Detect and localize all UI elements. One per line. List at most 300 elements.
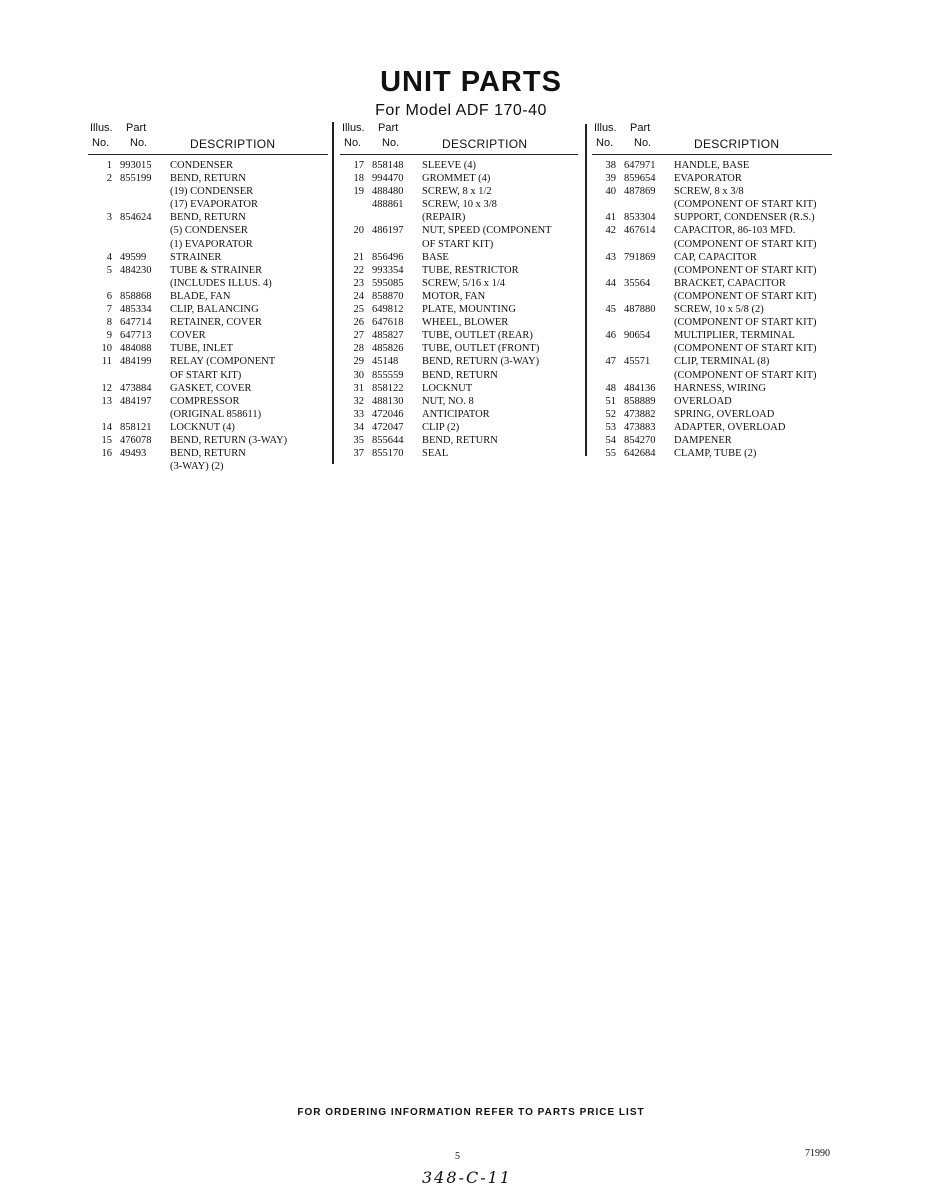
part-number: 858889	[624, 395, 656, 407]
header-part-no: No.	[130, 137, 148, 149]
illus-number: 55	[605, 448, 616, 460]
illus-number	[340, 238, 372, 251]
illus-number: 35	[353, 434, 364, 446]
part-description: (19) CONDENSER	[170, 186, 254, 198]
illus-number: 4	[106, 251, 112, 263]
illus-number: 22	[353, 264, 364, 276]
illus-number: 15	[101, 434, 112, 446]
illus-number: 14	[101, 421, 112, 433]
part-description: SCREW, 8 x 3/8	[674, 186, 744, 198]
part-number: 487869	[624, 186, 656, 198]
illus-number: 13	[101, 395, 112, 407]
header-illus-no: No.	[92, 137, 110, 149]
part-number: 484230	[120, 264, 152, 276]
table-row	[592, 303, 832, 316]
header-part: Part	[126, 122, 147, 134]
table-row	[340, 421, 578, 434]
illus-number: 38	[605, 160, 616, 171]
parts-list	[592, 155, 832, 460]
illus-number: 29	[353, 356, 364, 368]
illus-number: 31	[353, 382, 364, 394]
table-row	[340, 434, 578, 447]
table-row	[88, 159, 328, 172]
part-description: GROMMET (4)	[422, 173, 491, 185]
table-row	[592, 238, 832, 251]
illus-number: 24	[353, 290, 364, 302]
illus-number: 18	[353, 173, 364, 185]
part-description: SCREW, 5/16 x 1/4	[422, 277, 506, 289]
illus-number: 45	[605, 304, 616, 316]
table-row	[340, 264, 578, 277]
part-description: COMPRESSOR	[170, 395, 240, 407]
parts-list	[88, 155, 328, 473]
part-number: 855199	[120, 173, 152, 185]
table-row	[592, 342, 832, 355]
table-row	[340, 382, 578, 395]
illus-number: 3	[106, 212, 112, 224]
table-row	[88, 408, 328, 421]
part-description: SCREW, 8 x 1/2	[422, 186, 492, 198]
part-description: ADAPTER, OVERLOAD	[674, 421, 786, 433]
part-number	[120, 408, 170, 421]
illus-number	[88, 408, 120, 421]
illus-number	[88, 198, 120, 211]
illus-number: 8	[106, 317, 112, 329]
part-number: 647618	[372, 317, 404, 329]
part-number: 858121	[120, 421, 152, 433]
part-description: CLIP, TERMINAL (8)	[674, 356, 770, 368]
part-number: 35564	[624, 277, 651, 289]
table-row	[340, 369, 578, 382]
part-number: 855644	[372, 434, 404, 446]
table-row	[88, 342, 328, 355]
part-number: 993015	[120, 160, 152, 171]
part-description: BLADE, FAN	[170, 290, 231, 302]
part-description: BEND, RETURN	[422, 369, 498, 381]
illus-number: 40	[605, 186, 616, 198]
header-illus: Illus.	[594, 122, 617, 134]
table-row	[340, 303, 578, 316]
part-description: BEND, RETURN	[170, 173, 246, 185]
part-description: TUBE, RESTRICTOR	[422, 264, 519, 276]
illus-number: 44	[605, 277, 616, 289]
table-row	[88, 224, 328, 237]
part-number	[120, 185, 170, 198]
part-number	[624, 264, 674, 277]
table-row	[340, 342, 578, 355]
part-description: (COMPONENT OF START KIT)	[674, 290, 817, 302]
part-description: (COMPONENT OF START KIT)	[674, 199, 817, 211]
table-row	[88, 460, 328, 473]
part-number: 473883	[624, 421, 656, 433]
part-description: GASKET, COVER	[170, 382, 252, 394]
part-number: 791869	[624, 251, 656, 263]
part-description: LOCKNUT (4)	[170, 421, 235, 433]
illus-number: 52	[605, 408, 616, 420]
illus-number: 26	[353, 317, 364, 329]
table-row	[88, 264, 328, 277]
illus-number: 9	[106, 330, 112, 342]
part-description: (COMPONENT OF START KIT)	[674, 264, 817, 276]
part-number: 473884	[120, 382, 152, 394]
part-number	[624, 290, 674, 303]
table-row	[88, 238, 328, 251]
table-row	[340, 198, 578, 211]
part-number: 484088	[120, 343, 152, 355]
part-description: LOCKNUT	[422, 382, 473, 394]
table-row	[340, 224, 578, 237]
part-number: 647714	[120, 317, 152, 329]
part-description: (3-WAY) (2)	[170, 461, 224, 473]
part-description: (COMPONENT OF START KIT)	[674, 343, 817, 355]
part-number: 994470	[372, 173, 404, 185]
illus-number	[592, 316, 624, 329]
table-row	[340, 447, 578, 460]
illus-number: 10	[101, 343, 112, 355]
table-row	[340, 277, 578, 290]
illus-number: 51	[605, 395, 616, 407]
part-number: 476078	[120, 434, 152, 446]
part-description: BRACKET, CAPACITOR	[674, 277, 786, 289]
part-description: OVERLOAD	[674, 395, 732, 407]
illus-number	[592, 290, 624, 303]
page-title: UNIT PARTS	[380, 66, 562, 98]
part-description: BEND, RETURN (3-WAY)	[170, 434, 288, 446]
part-description: HANDLE, BASE	[674, 160, 750, 171]
table-row	[592, 185, 832, 198]
part-description: DAMPENER	[674, 434, 732, 446]
illus-number	[88, 238, 120, 251]
part-number: 485334	[120, 304, 152, 316]
part-number	[624, 316, 674, 329]
part-number: 472046	[372, 408, 404, 420]
table-row	[88, 382, 328, 395]
part-description: NUT, SPEED (COMPONENT	[422, 225, 552, 237]
part-description: CAP, CAPACITOR	[674, 251, 757, 263]
table-row	[88, 277, 328, 290]
part-number: 647713	[120, 330, 152, 342]
table-row	[88, 172, 328, 185]
part-number: 859654	[624, 173, 656, 185]
parts-list	[340, 155, 578, 460]
table-row	[88, 395, 328, 408]
part-description: (REPAIR)	[422, 212, 466, 224]
header-part: Part	[378, 122, 399, 134]
header-illus-no: No.	[596, 137, 614, 149]
part-description: (COMPONENT OF START KIT)	[674, 238, 817, 250]
table-row	[88, 251, 328, 264]
part-description: OF START KIT)	[170, 369, 242, 381]
part-number: 853304	[624, 212, 656, 224]
part-description: MULTIPLIER, TERMINAL	[674, 330, 795, 342]
illus-number: 47	[605, 356, 616, 368]
column-header	[592, 118, 832, 155]
illus-number	[340, 211, 372, 224]
part-description: SCREW, 10 x 5/8 (2)	[674, 304, 764, 316]
illus-number	[88, 277, 120, 290]
part-number: 484197	[120, 395, 152, 407]
table-row	[340, 172, 578, 185]
part-description: ANTICIPATOR	[422, 408, 490, 420]
part-description: EVAPORATOR	[674, 173, 742, 185]
illus-number: 21	[353, 251, 364, 263]
part-number	[120, 460, 170, 473]
part-number: 45148	[372, 356, 399, 368]
table-row	[340, 251, 578, 264]
table-row	[340, 355, 578, 368]
illus-number: 28	[353, 343, 364, 355]
header-description: DESCRIPTION	[694, 137, 780, 151]
part-number: 90654	[624, 330, 651, 342]
illus-number: 54	[605, 434, 616, 446]
illus-number: 42	[605, 225, 616, 237]
part-number	[120, 238, 170, 251]
illus-number: 39	[605, 173, 616, 185]
illus-number: 27	[353, 330, 364, 342]
header-illus: Illus.	[90, 122, 113, 134]
part-description: (INCLUDES ILLUS. 4)	[170, 277, 272, 289]
part-number	[120, 198, 170, 211]
table-row	[340, 290, 578, 303]
part-number: 472047	[372, 421, 404, 433]
page-number: 5	[455, 1151, 460, 1162]
part-description: BEND, RETURN (3-WAY)	[422, 356, 540, 368]
illus-number: 17	[353, 160, 364, 171]
illus-number	[88, 369, 120, 382]
part-number: 484199	[120, 356, 152, 368]
table-row	[592, 329, 832, 342]
part-number	[624, 342, 674, 355]
part-description: WHEEL, BLOWER	[422, 317, 509, 329]
header-description: DESCRIPTION	[442, 137, 528, 151]
part-number	[372, 238, 422, 251]
part-number: 45571	[624, 356, 651, 368]
part-number: 855170	[372, 448, 404, 460]
part-description: (ORIGINAL 858611)	[170, 408, 262, 420]
illus-number: 30	[353, 369, 364, 381]
illus-number	[88, 460, 120, 473]
table-row	[88, 316, 328, 329]
illus-number: 41	[605, 212, 616, 224]
part-description: BEND, RETURN	[170, 212, 246, 224]
part-description: COVER	[170, 330, 206, 342]
part-number: 486197	[372, 225, 404, 237]
table-row	[88, 329, 328, 342]
part-description: SPRING, OVERLOAD	[674, 408, 775, 420]
part-description: OF START KIT)	[422, 238, 494, 250]
part-description: CAPACITOR, 86-103 MFD.	[674, 225, 796, 237]
part-number: 642684	[624, 448, 656, 460]
part-description: BEND, RETURN	[422, 434, 498, 446]
parts-column-2	[340, 118, 578, 460]
parts-column-3	[592, 118, 832, 460]
table-row	[340, 408, 578, 421]
model-subtitle: For Model ADF 170-40	[375, 102, 547, 119]
part-number: 485826	[372, 343, 404, 355]
part-number	[624, 369, 674, 382]
column-divider	[332, 122, 334, 464]
part-number: 488480	[372, 186, 404, 198]
table-row	[592, 198, 832, 211]
part-number: 858868	[120, 290, 152, 302]
part-description: BASE	[422, 251, 449, 263]
part-description: HARNESS, WIRING	[674, 382, 766, 394]
part-number: 993354	[372, 264, 404, 276]
header-illus-no: No.	[344, 137, 362, 149]
table-row	[592, 159, 832, 172]
illus-number: 12	[101, 382, 112, 394]
table-row	[592, 316, 832, 329]
illus-number: 6	[106, 290, 112, 302]
table-row	[88, 369, 328, 382]
illus-number: 1	[106, 160, 112, 171]
table-row	[340, 238, 578, 251]
part-description: SEAL	[422, 448, 449, 460]
illus-number: 34	[353, 421, 364, 433]
illus-number: 23	[353, 277, 364, 289]
part-description: CLIP, BALANCING	[170, 304, 259, 316]
part-number: 649812	[372, 304, 404, 316]
table-row	[592, 421, 832, 434]
illus-number: 43	[605, 251, 616, 263]
table-row	[592, 211, 832, 224]
table-row	[592, 172, 832, 185]
part-number: 49493	[120, 448, 147, 460]
part-number: 856496	[372, 251, 404, 263]
part-description: CLIP (2)	[422, 421, 460, 433]
table-row	[88, 198, 328, 211]
part-number: 488861	[372, 199, 404, 211]
part-description: (COMPONENT OF START KIT)	[674, 317, 817, 329]
table-row	[592, 355, 832, 368]
handwritten-note: 348-C-11	[422, 1168, 512, 1187]
part-description: NUT, NO. 8	[422, 395, 474, 407]
table-row	[88, 303, 328, 316]
part-number	[372, 211, 422, 224]
table-row	[592, 264, 832, 277]
part-description: (5) CONDENSER	[170, 225, 248, 237]
table-row	[88, 185, 328, 198]
part-number: 858148	[372, 160, 404, 171]
part-number: 858122	[372, 382, 404, 394]
part-description: (1) EVAPORATOR	[170, 238, 253, 250]
header-description: DESCRIPTION	[190, 137, 276, 151]
part-description: (COMPONENT OF START KIT)	[674, 369, 817, 381]
illus-number: 2	[106, 173, 112, 185]
table-row	[340, 185, 578, 198]
part-number: 854624	[120, 212, 152, 224]
header-part-no: No.	[382, 137, 400, 149]
table-row	[592, 447, 832, 460]
table-row	[88, 447, 328, 460]
part-number: 484136	[624, 382, 656, 394]
illus-number	[592, 342, 624, 355]
table-row	[88, 290, 328, 303]
table-row	[592, 382, 832, 395]
header-illus: Illus.	[342, 122, 365, 134]
part-number: 595085	[372, 277, 404, 289]
part-number: 488130	[372, 395, 404, 407]
column-header	[88, 118, 328, 155]
part-number	[120, 224, 170, 237]
part-description: MOTOR, FAN	[422, 290, 486, 302]
table-row	[88, 355, 328, 368]
illus-number	[88, 224, 120, 237]
table-row	[592, 395, 832, 408]
header-part: Part	[630, 122, 651, 134]
part-number	[624, 238, 674, 251]
part-number: 49599	[120, 251, 147, 263]
illus-number: 7	[106, 304, 112, 316]
table-row	[88, 211, 328, 224]
part-description: STRAINER	[170, 251, 222, 263]
part-description: SUPPORT, CONDENSER (R.S.)	[674, 212, 815, 224]
part-description: CONDENSER	[170, 160, 234, 171]
part-number: 858870	[372, 290, 404, 302]
table-row	[592, 224, 832, 237]
illus-number: 37	[353, 448, 364, 460]
illus-number: 32	[353, 395, 364, 407]
table-row	[88, 434, 328, 447]
part-number	[120, 277, 170, 290]
illus-number	[592, 369, 624, 382]
illus-number	[592, 264, 624, 277]
table-row	[340, 159, 578, 172]
part-description: SLEEVE (4)	[422, 160, 476, 171]
part-description: TUBE & STRAINER	[170, 264, 263, 276]
part-description: TUBE, OUTLET (REAR)	[422, 330, 533, 342]
ordering-info-footer: FOR ORDERING INFORMATION REFER TO PARTS PRICE LIST	[297, 1107, 645, 1118]
table-row	[592, 408, 832, 421]
table-row	[592, 290, 832, 303]
part-number: 647971	[624, 160, 656, 171]
table-row	[340, 395, 578, 408]
part-description: RELAY (COMPONENT	[170, 356, 276, 368]
illus-number: 5	[106, 264, 112, 276]
part-number: 473882	[624, 408, 656, 420]
table-row	[592, 277, 832, 290]
illus-number	[592, 198, 624, 211]
table-row	[592, 434, 832, 447]
part-number: 467614	[624, 225, 656, 237]
illus-number	[88, 185, 120, 198]
part-description: TUBE, INLET	[170, 343, 233, 355]
illus-number: 33	[353, 408, 364, 420]
illus-number: 53	[605, 421, 616, 433]
illus-number	[592, 238, 624, 251]
table-row	[88, 421, 328, 434]
part-description: (17) EVAPORATOR	[170, 199, 258, 211]
illus-number: 20	[353, 225, 364, 237]
part-description: BEND, RETURN	[170, 448, 246, 460]
illus-number: 19	[353, 186, 364, 198]
part-number: 487880	[624, 304, 656, 316]
illus-number: 16	[101, 448, 112, 460]
illus-number: 11	[101, 356, 112, 368]
table-row	[592, 369, 832, 382]
table-row	[340, 211, 578, 224]
part-number: 854270	[624, 434, 656, 446]
illus-number: 48	[605, 382, 616, 394]
part-number	[624, 198, 674, 211]
illus-number: 46	[605, 330, 616, 342]
document-number: 71990	[805, 1148, 830, 1159]
part-description: CLAMP, TUBE (2)	[674, 448, 757, 460]
illus-number: 25	[353, 304, 364, 316]
part-description: SCREW, 10 x 3/8	[422, 199, 497, 211]
part-description: RETAINER, COVER	[170, 317, 262, 329]
part-number	[120, 369, 170, 382]
